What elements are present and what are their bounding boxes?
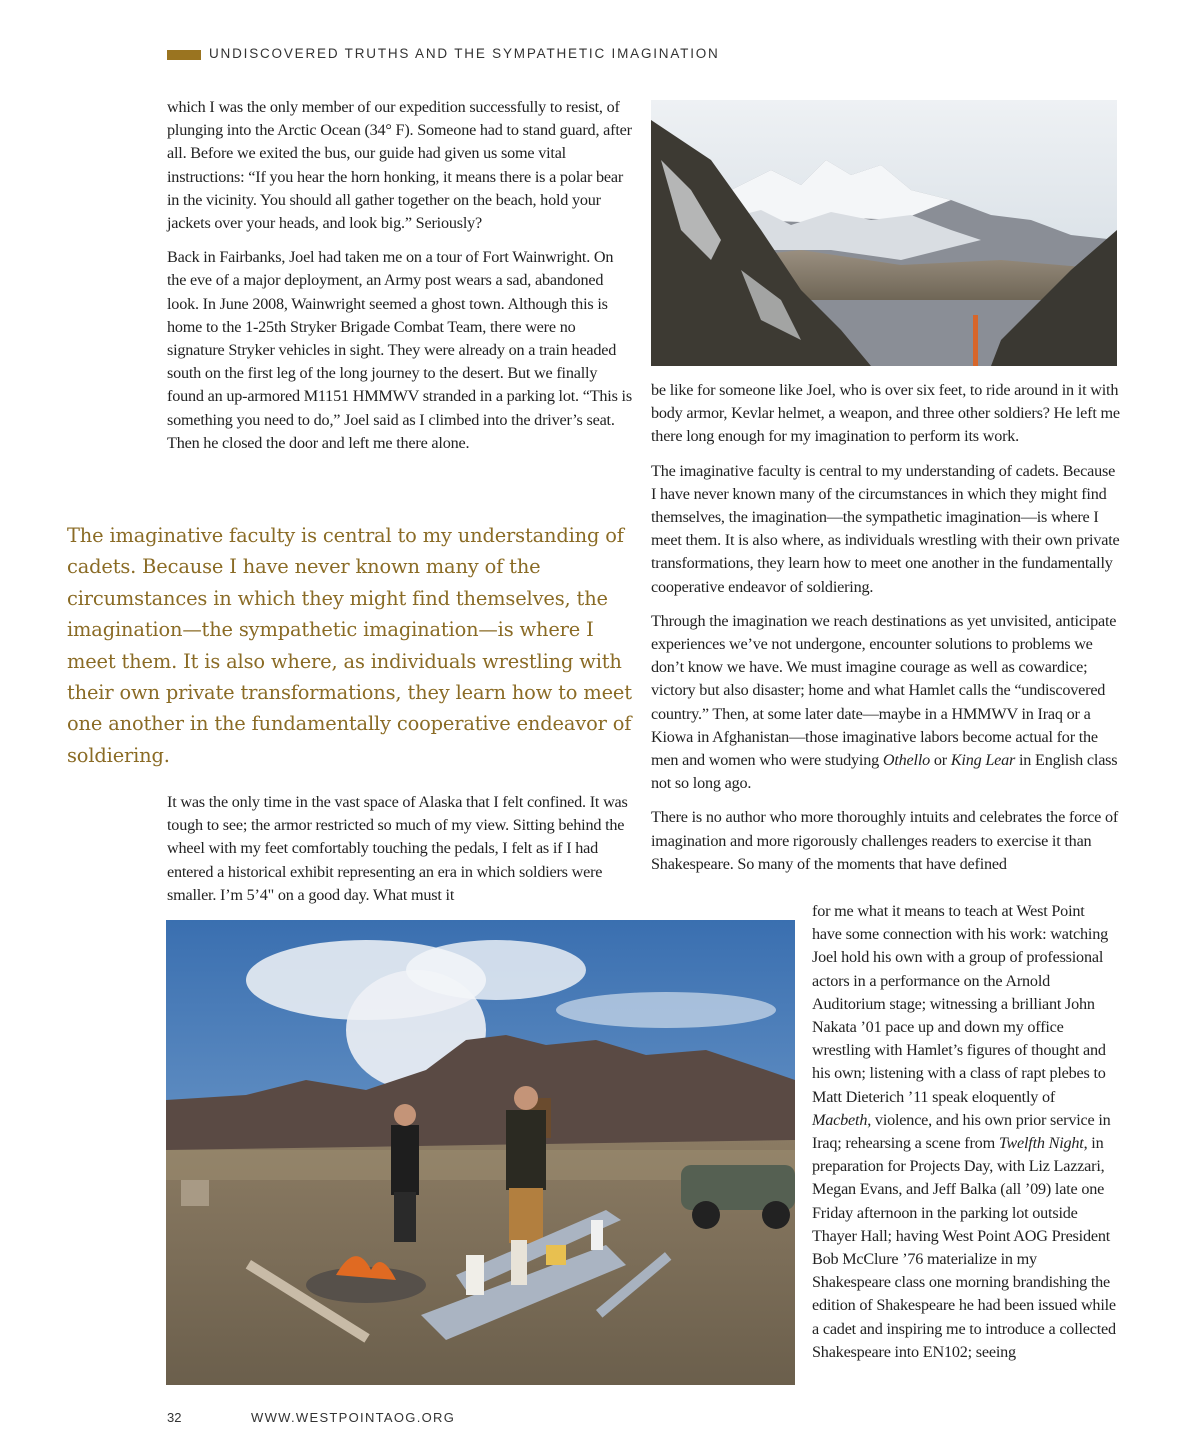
- text-run: , violence, and his own prior service in Iraq; rehearsing a scene from: [812, 1110, 1111, 1153]
- footer-url: WWW.WESTPOINTAOG.ORG: [251, 1410, 456, 1425]
- text-run: or: [930, 751, 951, 770]
- play-title: King Lear: [950, 751, 1016, 770]
- column-3: [812, 900, 1118, 1375]
- mountain-photo: [651, 100, 1117, 366]
- text-run: Through the imagination we reach destinations as yet unvisited, anticipate experiences we’ve not undergone, encounter solutions to problems we don’t know we have. We must imagine courage as well as cowardice; victory but also disaster; home and what Hamlet calls the “undiscovered country.” Then, at some later date—maybe in a HMMWV in Iraq or a Kiowa in Afghanistan—those imaginative labors become actual for the men and women who were studying: [651, 611, 1117, 770]
- paragraph: It was the only time in the vast space of Alaska that I felt confined. It was tough to see; the armor restricted so much of my view. Sitting behind the wheel with my feet comfortably touching the pedals, I felt as if I had entered a historical exhibit representing an era in which soldiers were smaller. I’m 5’4" on a good day. What must it: [167, 793, 628, 904]
- text-run: for me what it means to teach at West Point have some connection with his work: watching Joel hold his own with a group of professional actors in a performance on the Arnold Auditorium stage; witnessing a brilliant John Nakata ’01 pace up and down my office wrestling with Hamlet’s figures of thought and his own; listening with a class of rapt plebes to Matt Dieterich ’11 speak eloquently of: [812, 902, 1108, 1106]
- section-color-bar: [167, 50, 201, 60]
- column-1-bottom: [167, 791, 635, 918]
- paragraph: which I was the only member of our expedition successfully to resist, of plunging into the Arctic Ocean (34° F). Someone had to stand guard, after all. Before we exited the bus, our guide had given us some vital instructions: “If you hear the horn honking, it means there is a polar bear in the vicinity. You should all gather together on the beach, hold your jackets over your heads, and look big.” Seriously?: [167, 98, 632, 233]
- pull-quote: The imaginative faculty is central to my understanding of cadets. Because I have never known many of the circumstances in which they might find themselves, the imagination—the sympathetic imagination—is where I meet them. It is also where, as individuals wrestling with their own private transformations, they learn how to meet one another in the fundamentally cooperative endeavor of soldiering.: [67, 524, 632, 767]
- column-2: [651, 379, 1121, 887]
- play-title: Othello: [882, 751, 931, 770]
- text-run: in English class not so long ago.: [651, 751, 1118, 793]
- paragraph: There is no author who more thoroughly intuits and celebrates the force of imagination and more rigorously challenges readers to exercise it than Shakespeare. So many of the moments that have defined: [651, 808, 1119, 873]
- page-number: 32: [167, 1410, 182, 1425]
- play-title: Macbeth: [812, 1110, 868, 1129]
- column-1-top: [167, 96, 635, 466]
- section-title: UNDISCOVERED TRUTHS AND THE SYMPATHETIC IMAGINATION: [209, 46, 720, 61]
- text-run: , in preparation for Projects Day, with Liz Lazzari, Megan Evans, and Jeff Balka (all ’09) late one Friday afternoon in the parking lot outside Thayer Hall; having West Point AOG President Bob McClure ’76 materialize in my Shakespeare class one morning brandishing the edition of Shakespeare he had been issued while a cadet and inspiring me to introduce a collected Shakespeare into EN102; seeing: [812, 1134, 1116, 1361]
- paragraph: [812, 900, 1118, 1364]
- paragraph: [651, 610, 1121, 796]
- picnic-photo: [166, 920, 795, 1385]
- paragraph: Back in Fairbanks, Joel had taken me on a tour of Fort Wainwright. On the eve of a major deployment, an Army post wears a sad, abandoned look. In June 2008, Wainwright seemed a ghost town. Although this is home to the 1-25th Stryker Brigade Combat Team, there were no signature Stryker vehicles in sight. They were already on a train headed south on the first leg of the long journey to the desert. But we finally found an up-armored M1151 HMMWV stranded in a parking lot. “This is something you need to do,” Joel said as I climbed into the driver’s seat. Then he closed the door and left me there alone.: [167, 248, 632, 452]
- paragraph: The imaginative faculty is central to my understanding of cadets. Because I have never known many of the circumstances in which they might find themselves, the imagination—the sympathetic imagination—is where I meet them. It is also where, as individuals wrestling with their own private transformations, they learn how to meet one another in the fundamentally cooperative endeavor of soldiering.: [651, 461, 1120, 596]
- paragraph: be like for someone like Joel, who is over six feet, to ride around in it with body armor, Kevlar helmet, a weapon, and three other soldiers? He left me there long enough for my imagination to perform its work.: [651, 381, 1120, 446]
- play-title: Twelfth Night: [998, 1134, 1084, 1153]
